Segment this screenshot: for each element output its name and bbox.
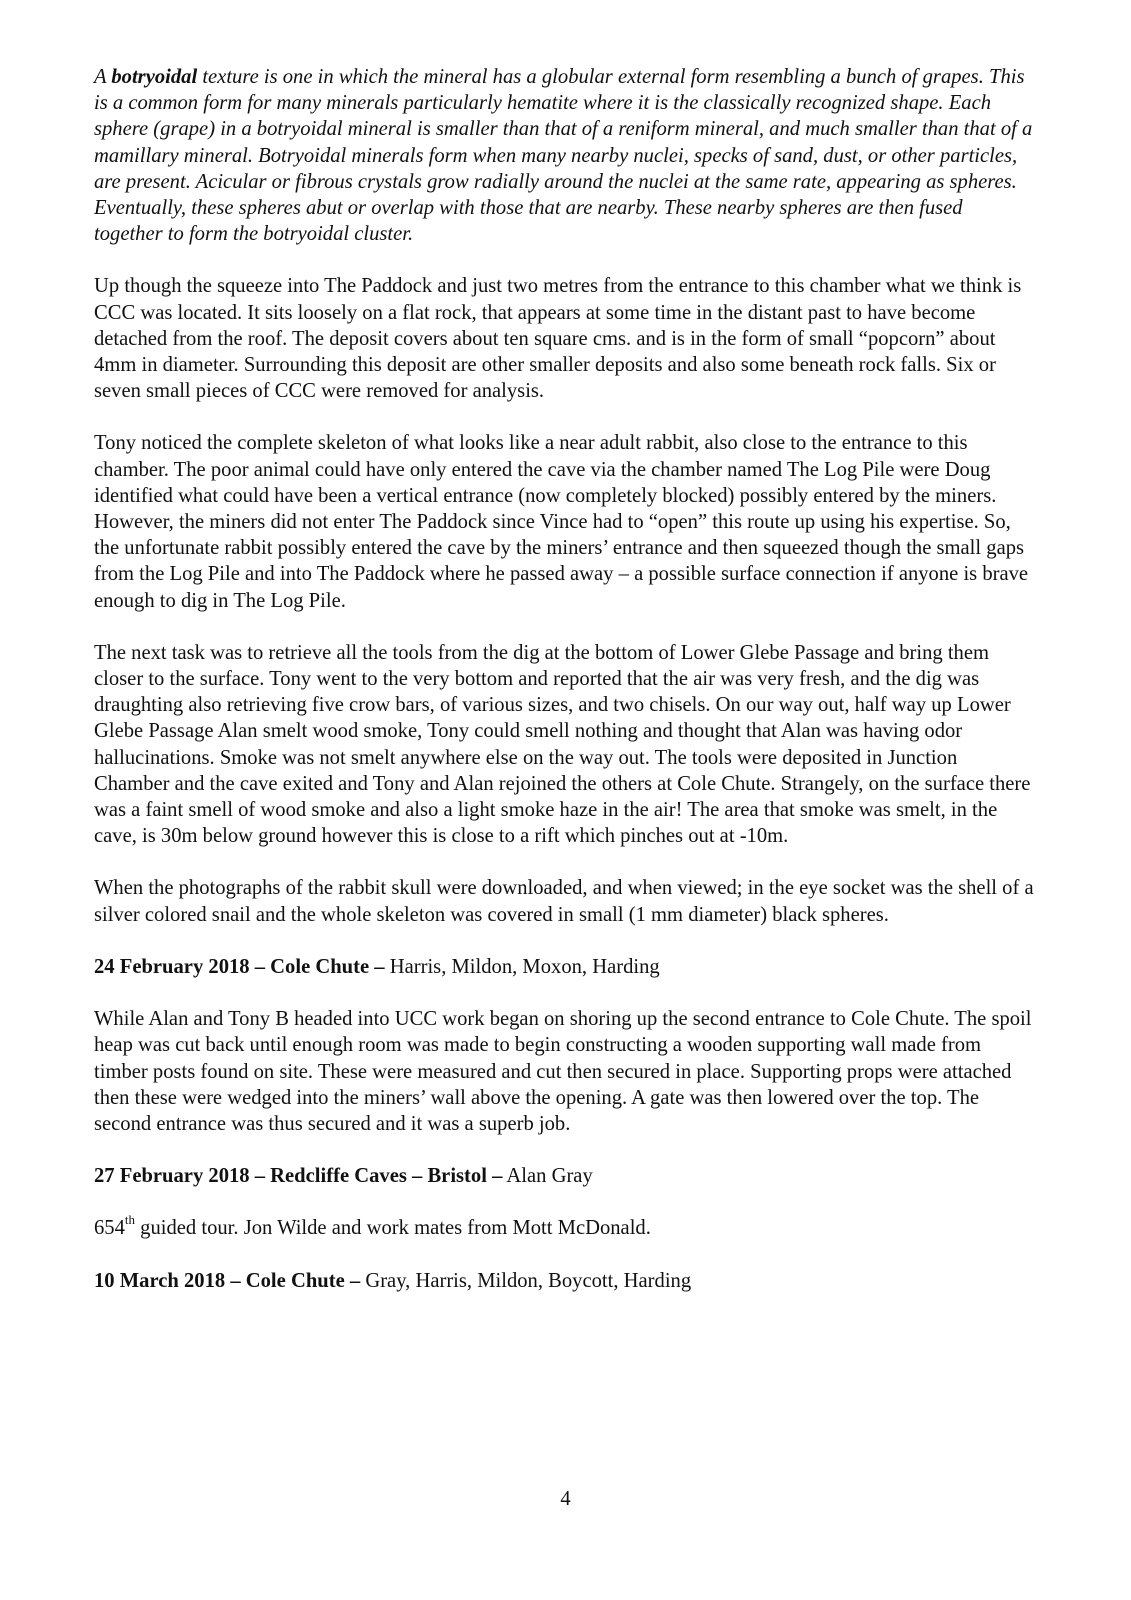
entry-heading-bold: 24 February 2018 – Cole Chute – [94,955,385,978]
tools-paragraph: The next task was to retrieve all the tools from the dig at the bottom of Lower Glebe Passage and bring them closer to the surface. Tony went to the very bottom and reported that the air was very fresh, and the dig was draughting also retrieving five crow bars, of various sizes, and two chisels. On our way out, half way up Lower Glebe Passage Alan smelt wood smoke, Tony could smell nothing and thought that Alan was having odor hallucinations. Smoke was not smelt anywhere else on the way out. The tools were deposited in Junction Chamber and the cave exited and Tony and Alan rejoined the others at Cole Chute. Strangely, on the surface there was a faint smell of wood smoke and also a light smoke haze in the air! The area that smoke was smelt, in the cave, is 30m below ground however this is close to a rift which pinches out at -10m. [94,641,1031,848]
entry-heading-names: Gray, Harris, Mildon, Boycott, Harding [360,1269,692,1292]
botryoidal-term: botryoidal [111,66,198,88]
tour-number-suffix: th [124,1212,136,1228]
tour-description: guided tour. Jon Wilde and work mates from Mott McDonald. [135,1217,651,1240]
entry-body-24-february: While Alan and Tony B headed into UCC work began on shoring up the second entrance to Cole Chute. The spoil heap was cut back until enough room was made to begin constructing a wooden supporting wall made from timber posts found on site. These were measured and cut then secured in place. Supporting props were attached then these were wedged into the miners’ wall above the opening. A gate was then lowered over the top. The second entrance was thus secured and it was a superb job. [94,1008,1032,1135]
entry-body-27-february [94,1212,1034,1241]
rabbit-paragraph: Tony noticed the complete skeleton of what looks like a near adult rabbit, also close to the entrance to this chamber. The poor animal could have only entered the cave via the chamber named The Log Pile were Doug identified what could have been a vertical entrance (now completely blocked) possibly entered by the miners. However, the miners did not enter The Paddock since Vince had to “open” this route up using his expertise. So, the unfortunate rabbit possibly entered the cave by the miners’ entrance and then squeezed though the small gaps from the Log Pile and into The Paddock where he passed away – a possible surface connection if anyone is brave enough to dig in The Log Pile. [94,432,1029,612]
botryoidal-text: texture is one in which the mineral has a globular external form resembling a bunch of grapes. This is a common form for many minerals particularly hematite where it is the classically recognized shape. Each sphere (grape) in a botryoidal mineral is smaller than that of a reniform mineral, and much smaller than that of a mamillary mineral. Botryoidal minerals form when many nearby nuclei, specks of sand, dust, or other particles, are present. Acicular or fibrous crystals grow radially around the nuclei at the same rate, appearing as spheres. Eventually, these spheres abut or overlap with those that are nearby. These nearby spheres are then fused together to form the botryoidal cluster. [94,66,1033,246]
entry-heading-bold: 10 March 2018 – Cole Chute – [94,1269,361,1292]
entry-heading-bold: 27 February 2018 – Redcliffe Caves – Bristol – [94,1165,503,1188]
entry-heading-27-february [94,1163,1034,1189]
paddock-paragraph: Up though the squeeze into The Paddock and just two metres from the entrance to this chamber what we think is CCC was located. It sits loosely on a flat rock, that appears at some time in the distant past to have become detached from the roof. The deposit covers about ten square cms. and is in the form of small “popcorn” about 4mm in diameter. Surrounding this deposit are other smaller deposits and also some beneath rock falls. Six or seven small pieces of CCC were removed for analysis. [94,275,1022,403]
entry-heading-names: Alan Gray [502,1165,593,1188]
entry-heading-24-february [94,954,1034,980]
entry-heading-10-march [94,1268,1034,1294]
botryoidal-prefix: A [94,66,112,88]
botryoidal-definition-paragraph [94,64,1034,247]
page-body [94,64,1034,1320]
tour-number: 654 [94,1217,125,1240]
photographs-paragraph: When the photographs of the rabbit skull were downloaded, and when viewed; in the eye socket was the shell of a silver colored snail and the whole skeleton was covered in small (1 mm diameter) black spheres. [94,877,1034,926]
page-number: 4 [560,1488,571,1510]
entry-heading-names: Harris, Mildon, Moxon, Harding [384,955,660,978]
